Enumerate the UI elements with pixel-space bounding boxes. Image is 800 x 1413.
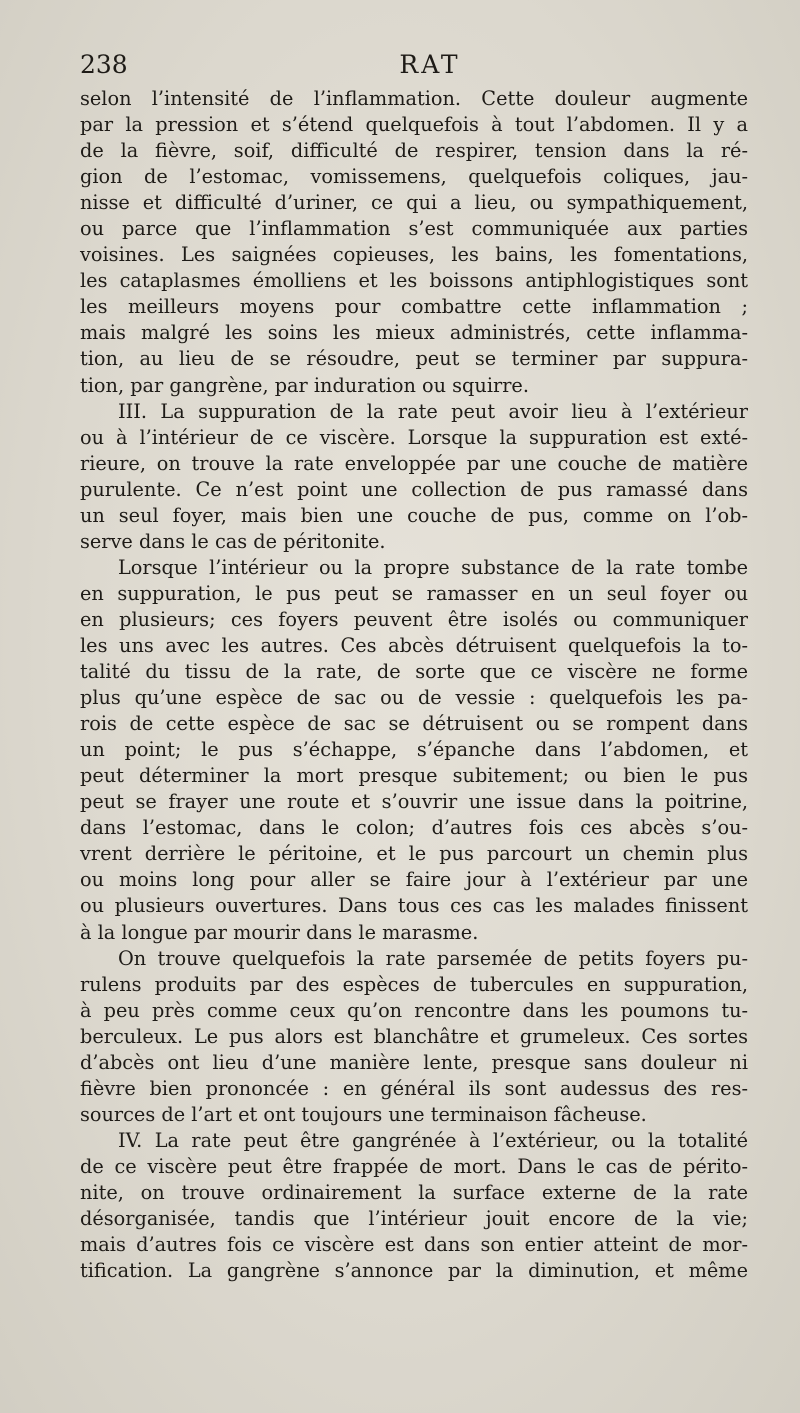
- text-line: berculeux. Le pus alors est blanchâtre et grumeleux. Ces sortes: [80, 1024, 748, 1048]
- text-line: de la fièvre, soif, difficulté de respirer, tension dans la ré-: [80, 139, 748, 163]
- text-line: tification. La gangrène s’annonce par la diminution, et même: [80, 1259, 748, 1283]
- text-line: un point; le pus s’échappe, s’épanche dans l’abdomen, et: [80, 738, 748, 762]
- text-line: plus qu’une espèce de sac ou de vessie : quelquefois les pa-: [80, 686, 748, 710]
- text-line: mais d’autres fois ce viscère est dans son entier atteint de mor-: [80, 1233, 748, 1257]
- text-line: un seul foyer, mais bien une couche de pus, comme on l’ob-: [80, 503, 748, 527]
- page-header: [80, 50, 748, 90]
- text-line: les meilleurs moyens pour combattre cette inflammation ;: [80, 295, 748, 319]
- text-line: ou plusieurs ouvertures. Dans tous ces cas les malades finissent: [80, 894, 748, 918]
- text-line: rois de cette espèce de sac se détruisent ou se rompent dans: [80, 712, 748, 736]
- body-text: [80, 86, 748, 1284]
- page-number: 238: [80, 50, 128, 79]
- text-line: tion, au lieu de se résoudre, peut se terminer par suppura-: [80, 347, 748, 371]
- text-line: purulente. Ce n’est point une collection de pus ramassé dans: [80, 477, 748, 501]
- text-line: serve dans le cas de péritonite.: [80, 529, 386, 553]
- text-line: IV. La rate peut être gangrénée à l’extérieur, ou la totalité: [118, 1128, 748, 1152]
- text-line: mais malgré les soins les mieux administrés, cette inflamma-: [80, 321, 748, 345]
- text-line: gion de l’estomac, vomissemens, quelquefois coliques, jau-: [80, 165, 748, 189]
- text-line: peut se frayer une route et s’ouvrir une issue dans la poitrine,: [80, 790, 748, 814]
- text-line: vrent derrière le péritoine, et le pus parcourt un chemin plus: [80, 842, 748, 866]
- running-head: RAT: [399, 50, 461, 79]
- text-line: désorganisée, tandis que l’intérieur jouit encore de la vie;: [80, 1207, 748, 1231]
- text-line: selon l’intensité de l’inflammation. Cette douleur augmente: [80, 87, 748, 110]
- text-line: sources de l’art et ont toujours une terminaison fâcheuse.: [80, 1102, 647, 1126]
- text-line: les uns avec les autres. Ces abcès détruisent quelquefois la to-: [80, 633, 748, 657]
- text-line: par la pression et s’étend quelquefois à tout l’abdomen. Il y a: [80, 113, 748, 137]
- text-line: ou moins long pour aller se faire jour à l’extérieur par une: [80, 868, 748, 892]
- text-line: nite, on trouve ordinairement la surface externe de la rate: [80, 1180, 748, 1204]
- text-line: à la longue par mourir dans le marasme.: [80, 920, 479, 944]
- text-line: dans l’estomac, dans le colon; d’autres fois ces abcès s’ou-: [80, 816, 748, 840]
- text-line: en plusieurs; ces foyers peuvent être isolés ou communiquer: [80, 607, 748, 631]
- text-line: rulens produits par des espèces de tubercules en suppuration,: [80, 972, 748, 996]
- text-line: de ce viscère peut être frappée de mort. Dans le cas de périto-: [80, 1154, 748, 1178]
- text-line: peut déterminer la mort presque subitement; ou bien le pus: [80, 764, 748, 788]
- text-line: en suppuration, le pus peut se ramasser en un seul foyer ou: [80, 581, 748, 605]
- text-line: On trouve quelquefois la rate parsemée de petits foyers pu-: [118, 946, 748, 970]
- text-line: Lorsque l’intérieur ou la propre substance de la rate tombe: [118, 555, 748, 579]
- text-line: à peu près comme ceux qu’on rencontre dans les poumons tu-: [80, 998, 748, 1022]
- text-line: tion, par gangrène, par induration ou squirre.: [80, 373, 529, 397]
- text-line: voisines. Les saignées copieuses, les bains, les fomentations,: [80, 243, 748, 267]
- text-line: rieure, on trouve la rate enveloppée par une couche de matière: [80, 451, 748, 475]
- text-line: les cataplasmes émolliens et les boissons antiphlogistiques sont: [80, 269, 748, 293]
- text-line: ou à l’intérieur de ce viscère. Lorsque la suppuration est exté-: [80, 425, 748, 449]
- text-line: fièvre bien prononcée : en général ils sont audessus des res-: [80, 1076, 748, 1100]
- text-line: III. La suppuration de la rate peut avoir lieu à l’extérieur: [118, 399, 748, 423]
- text-line: d’abcès ont lieu d’une manière lente, presque sans douleur ni: [80, 1050, 748, 1074]
- text-line: ou parce que l’inflammation s’est communiquée aux parties: [80, 217, 748, 241]
- text-line: talité du tissu de la rate, de sorte que ce viscère ne forme: [80, 660, 748, 684]
- text-line: nisse et difficulté d’uriner, ce qui a lieu, ou sympathiquement,: [80, 191, 748, 215]
